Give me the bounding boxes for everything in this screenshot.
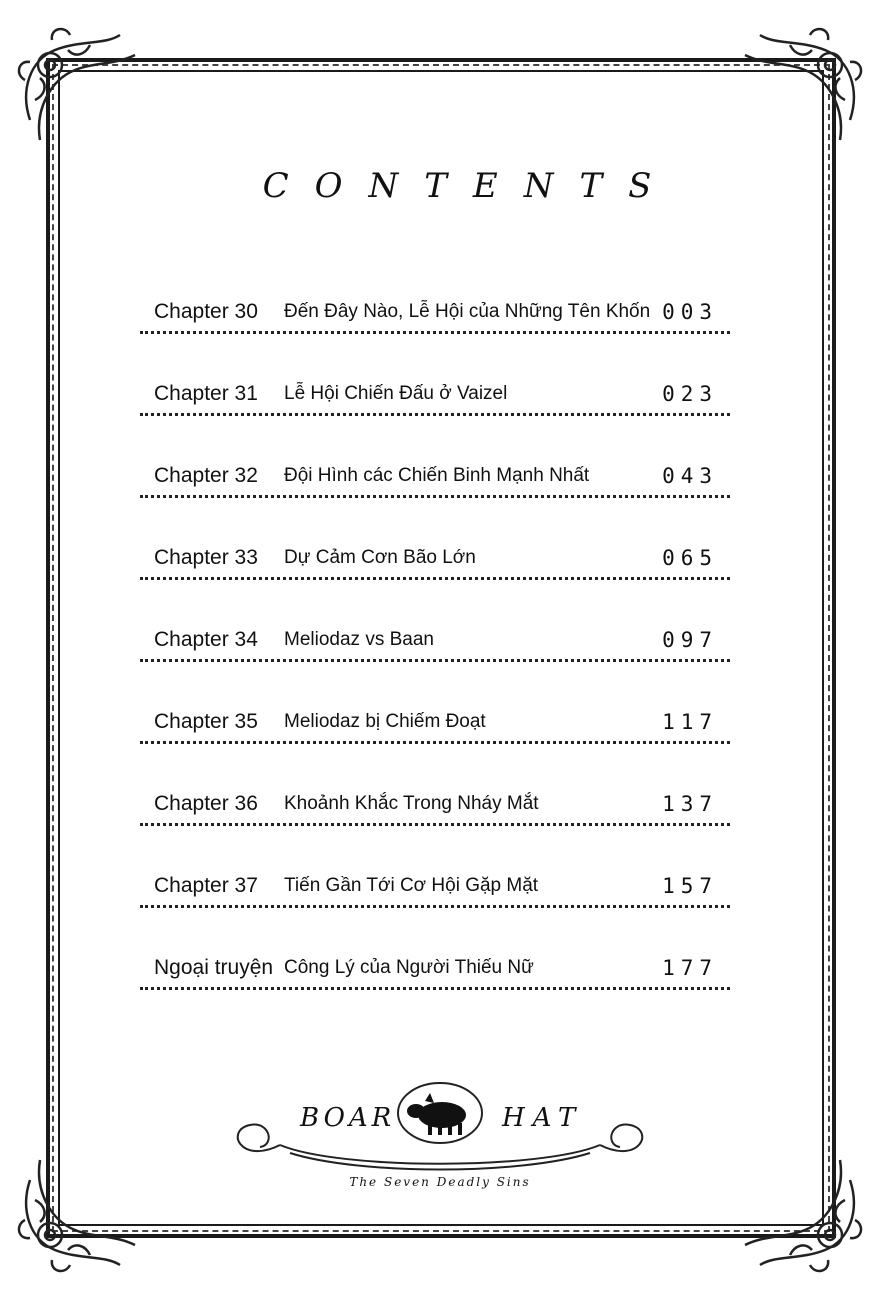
toc-dotted-leader (140, 987, 730, 990)
toc-chapter-title: Dự Cảm Cơn Bão Lớn (284, 547, 476, 568)
toc-entry[interactable] (140, 618, 730, 700)
toc-entry[interactable] (140, 946, 730, 1028)
toc-dotted-leader (140, 659, 730, 662)
boar-icon (407, 1093, 466, 1135)
toc-chapter-title: Tiến Gần Tới Cơ Hội Gặp Mặt (284, 875, 539, 896)
toc-chapter-title: Đội Hình các Chiến Binh Mạnh Nhất (284, 465, 590, 486)
toc-entry[interactable] (140, 536, 730, 618)
toc-page-number: 157 (662, 874, 718, 898)
toc-entry[interactable] (140, 372, 730, 454)
ornament-corner-icon (10, 20, 150, 160)
page-title: CONTENTS (262, 166, 678, 206)
toc-chapter-title: Lễ Hội Chiến Đấu ở Vaizel (284, 383, 508, 404)
toc-page-number: 003 (662, 300, 718, 324)
toc-chapter-label: Chapter 35 (154, 710, 258, 733)
toc-entry[interactable] (140, 454, 730, 536)
toc-page-number: 043 (662, 464, 718, 488)
logo-text-boar: BOAR (300, 1103, 396, 1133)
toc-page-number: 137 (662, 792, 718, 816)
toc-chapter-label: Ngoại truyện (154, 956, 274, 979)
toc-chapter-label: Chapter 34 (154, 628, 258, 651)
toc-dotted-leader (140, 741, 730, 744)
toc-dotted-leader (140, 495, 730, 498)
ornament-corner-icon (730, 20, 870, 160)
toc-page-number: 023 (662, 382, 718, 406)
toc-page-number: 177 (662, 956, 718, 980)
toc-dotted-leader (140, 577, 730, 580)
ornament-corner-icon (10, 1140, 150, 1280)
toc-chapter-title: Khoảnh Khắc Trong Nháy Mắt (284, 793, 539, 814)
table-of-contents (140, 290, 730, 1028)
toc-dotted-leader (140, 905, 730, 908)
toc-dotted-leader (140, 413, 730, 416)
toc-entry[interactable] (140, 290, 730, 372)
toc-chapter-label: Chapter 37 (154, 874, 258, 897)
toc-entry[interactable] (140, 864, 730, 946)
ornament-corner-icon (730, 1140, 870, 1280)
toc-chapter-title: Meliodaz bị Chiếm Đoạt (284, 711, 486, 732)
toc-chapter-label: Chapter 32 (154, 464, 258, 487)
toc-page-number: 097 (662, 628, 718, 652)
toc-chapter-title: Meliodaz vs Baan (284, 629, 434, 650)
toc-dotted-leader (140, 823, 730, 826)
toc-page-number: 065 (662, 546, 718, 570)
toc-chapter-label: Chapter 30 (154, 300, 258, 323)
logo-subtitle: The Seven Deadly Sins (349, 1175, 531, 1189)
logo-text-hat: HAT (502, 1103, 584, 1133)
toc-entry[interactable] (140, 700, 730, 782)
toc-entry[interactable] (140, 782, 730, 864)
toc-chapter-title: Công Lý của Người Thiếu Nữ (284, 957, 534, 978)
toc-chapter-label: Chapter 36 (154, 792, 258, 815)
toc-chapter-label: Chapter 31 (154, 382, 258, 405)
toc-page-number: 117 (662, 710, 718, 734)
boar-hat-logo (220, 1075, 660, 1195)
toc-chapter-title: Đến Đây Nào, Lễ Hội của Những Tên Khốn (284, 301, 651, 322)
toc-chapter-label: Chapter 33 (154, 546, 258, 569)
toc-dotted-leader (140, 331, 730, 334)
